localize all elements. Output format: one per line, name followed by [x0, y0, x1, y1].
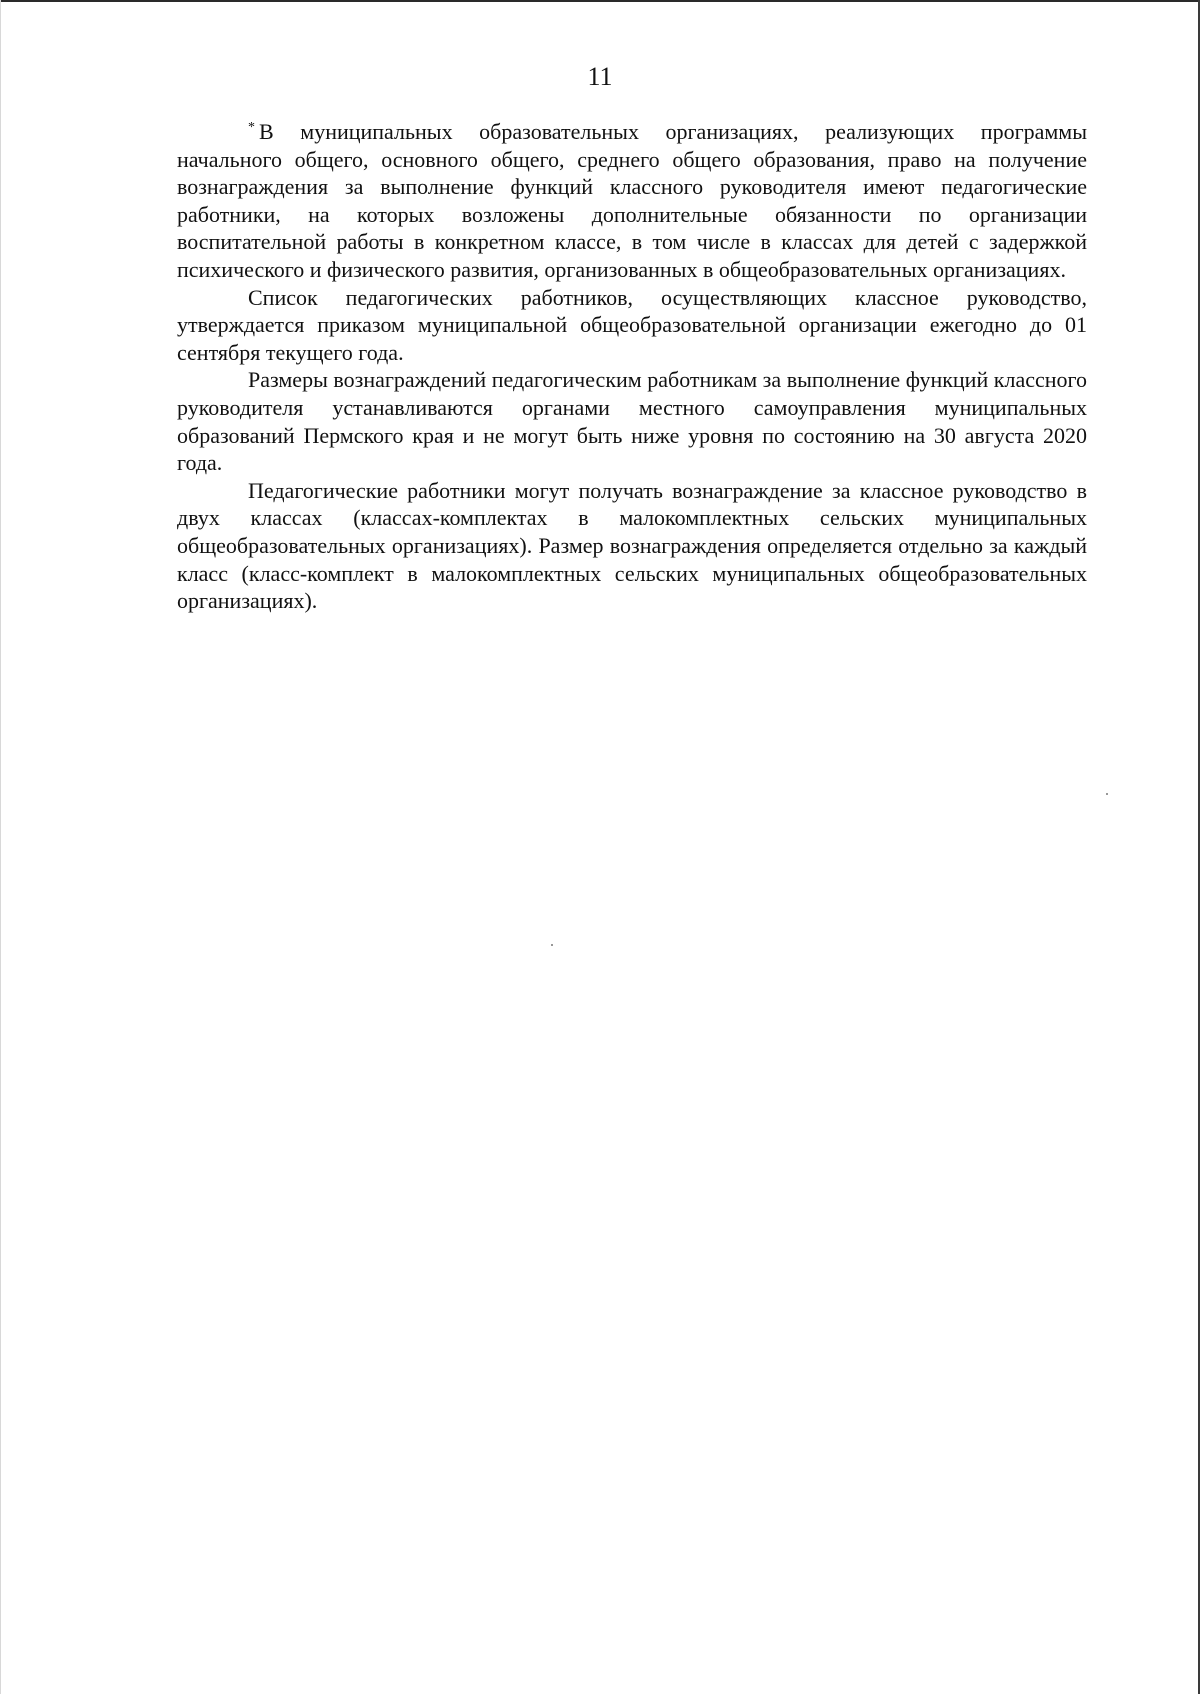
document-body: [177, 118, 1087, 615]
paragraph-two-classes: Педагогические работники могут получать вознаграждение за классное руководство в двух классах (классах-комплектах в малокомплектных сельских муниципальных общеобразовательных организациях). Размер вознаграждения определяется отдельно за каждый класс (класс-комплект в малокомплектных сельских муниципальных общеобразовательных организациях).: [177, 477, 1087, 614]
scan-edge-top: [0, 0, 1200, 2]
scan-edge-left: [0, 0, 1, 1694]
scan-speck: [1106, 793, 1108, 795]
scan-speck: [551, 944, 553, 946]
paragraph-class-teacher-list: Список педагогических работников, осуществляющих классное руководство, утверждается приказом муниципальной общеобразовательной организации ежегодно до 01 сентября текущего года.: [177, 284, 1087, 365]
paragraph-footnote: [177, 118, 1087, 284]
paragraph-text: В муниципальных образовательных организациях, реализующих программы начального общего, основного общего, среднего общего образования, право на получение вознаграждения за выполнение функций классного руководителя имеют педагогические работники, на которых возложены дополнительные обязанности по организации воспитательной работы в конкретном классе, в том числе в классах для детей с задержкой психического и физического развития, организованных в общеобразовательных организациях.: [177, 119, 1087, 282]
paragraph-reward-amounts: Размеры вознаграждений педагогическим работникам за выполнение функций классного руководителя устанавливаются органами местного самоуправления муниципальных образований Пермского края и не могут быть ниже уровня по состоянию на 30 августа 2020 года.: [177, 367, 1087, 476]
page-number: 11: [587, 62, 613, 91]
footnote-marker: *: [248, 119, 255, 135]
